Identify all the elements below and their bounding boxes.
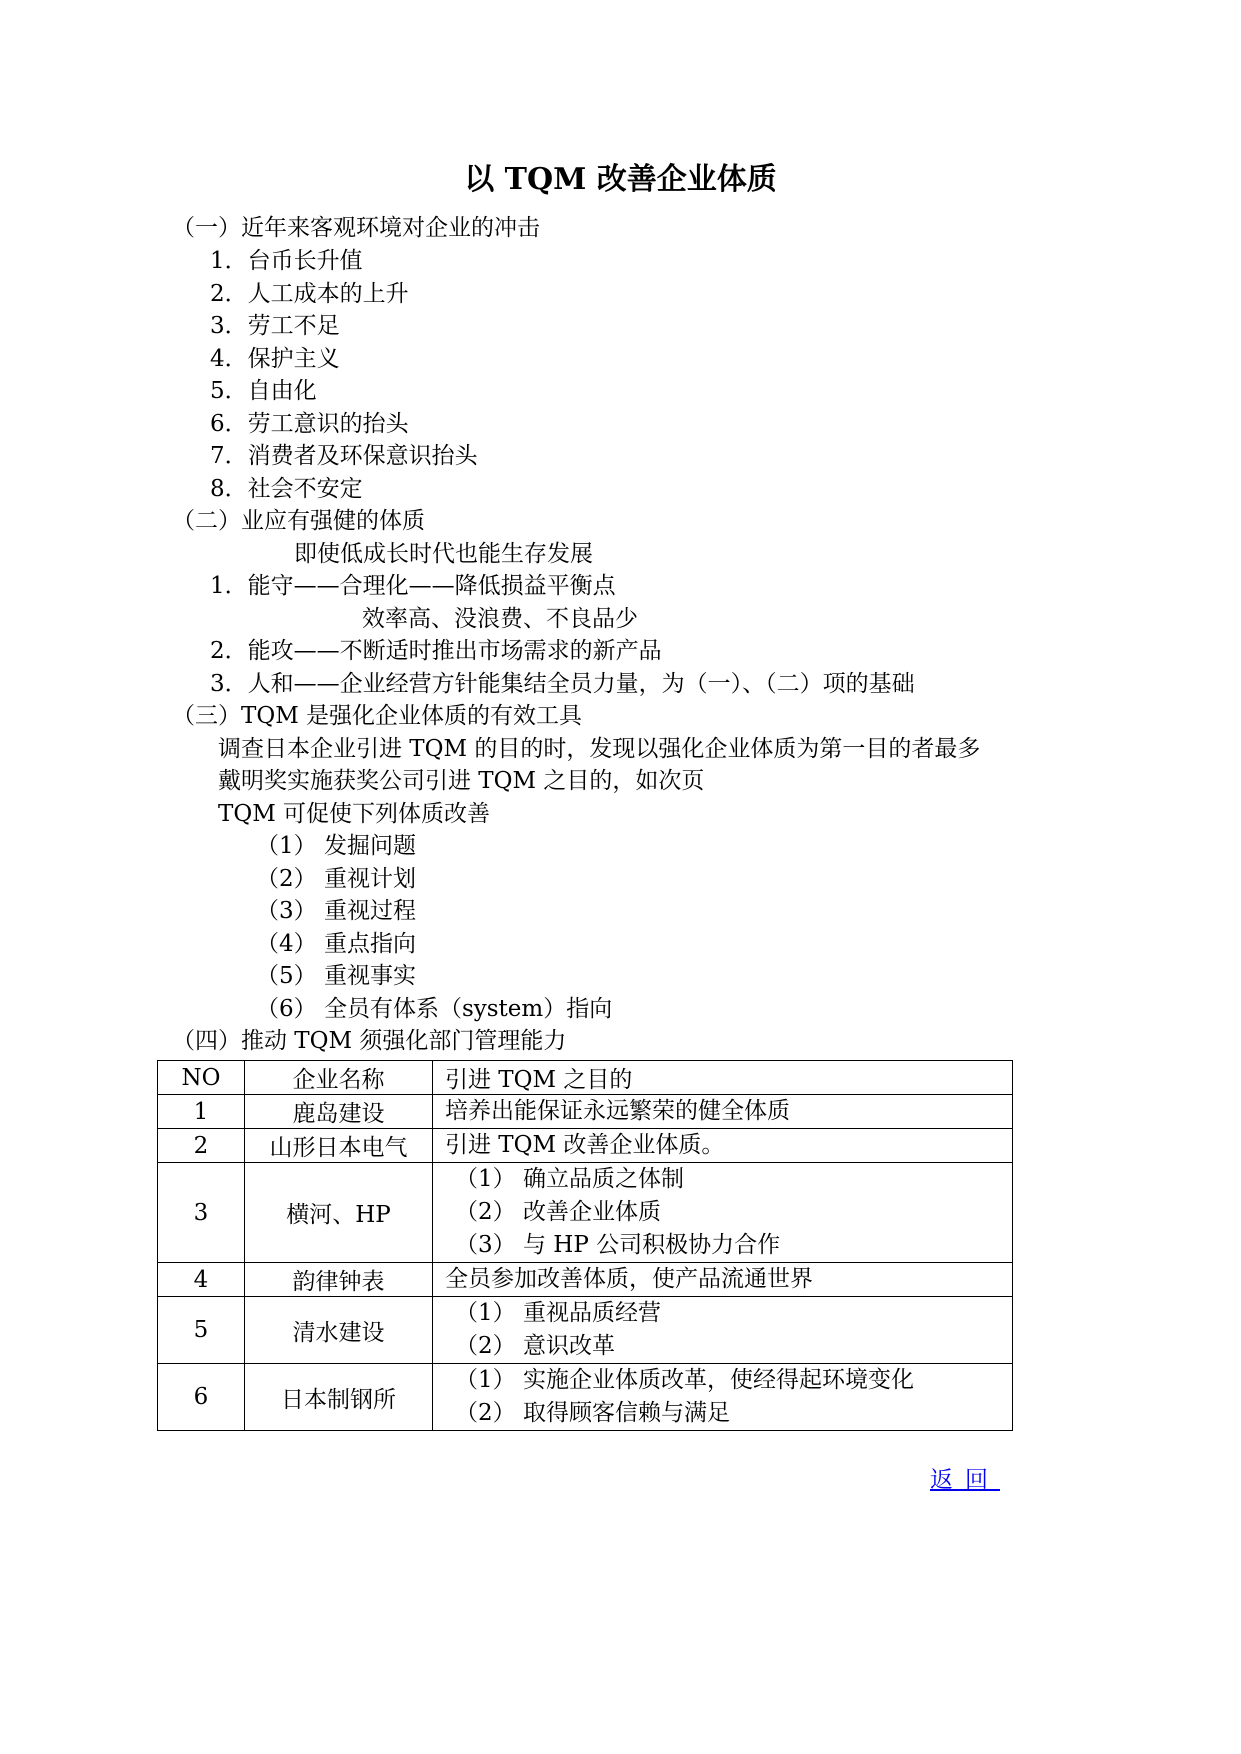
cell-company: 韵律钟表 (245, 1263, 433, 1297)
table-row (158, 1364, 1013, 1431)
purpose-line: 培养出能保证永远繁荣的健全体质 (445, 1098, 790, 1124)
purpose-line: （1） 重视品质经营 (455, 1300, 661, 1326)
list-item: 7．消费者及环保意识抬头 (210, 443, 478, 469)
cell-purpose (433, 1129, 1013, 1163)
table-row (158, 1263, 1013, 1297)
page-title: 以 TQM 改善企业体质 (464, 162, 777, 197)
purpose-line: （2） 改善企业体质 (455, 1199, 661, 1225)
list-item: （5） 重视事实 (256, 963, 416, 989)
list-item: （4） 重点指向 (256, 931, 416, 957)
cell-purpose (433, 1364, 1013, 1431)
purpose-line: （2） 意识改革 (455, 1333, 615, 1359)
back-link[interactable]: 返回 (930, 1467, 1000, 1493)
purpose-line: （3） 与 HP 公司积极协力合作 (455, 1232, 781, 1258)
cell-purpose (433, 1263, 1013, 1297)
paragraph: TQM 可促使下列体质改善 (218, 801, 491, 827)
cell-no: 1 (158, 1095, 245, 1129)
list-item: 2．能攻——不断适时推出市场需求的新产品 (210, 638, 662, 664)
cell-company: 横河、HP (245, 1163, 433, 1263)
list-item: （6） 全员有体系（system）指向 (256, 996, 613, 1022)
paragraph: 戴明奖实施获奖公司引进 TQM 之目的，如次页 (218, 768, 705, 794)
purpose-line: （1） 确立品质之体制 (455, 1166, 684, 1192)
cell-company: 日本制钢所 (245, 1364, 433, 1431)
paragraph: 调查日本企业引进 TQM 的目的时，发现以强化企业体质为第一目的者最多 (218, 736, 981, 762)
purpose-line: 全员参加改善体质，使产品流通世界 (445, 1266, 813, 1292)
list-item: 1．能守——合理化——降低损益平衡点 (210, 573, 616, 599)
tqm-purpose-table (157, 1060, 1013, 1431)
section-1-heading: （一）近年来客观环境对企业的冲击 (172, 215, 540, 241)
section-4-heading: （四）推动 TQM 须强化部门管理能力 (172, 1028, 567, 1054)
cell-purpose (433, 1163, 1013, 1263)
cell-purpose (433, 1297, 1013, 1364)
cell-company: 山形日本电气 (245, 1129, 433, 1163)
list-item: 3．劳工不足 (210, 313, 340, 339)
purpose-line: 引进 TQM 改善企业体质。 (445, 1132, 725, 1158)
list-item: 4．保护主义 (210, 346, 340, 372)
list-item-note: 效率高、没浪费、不良品少 (362, 606, 638, 632)
table-row (158, 1129, 1013, 1163)
table-row (158, 1095, 1013, 1129)
list-item: （2） 重视计划 (256, 866, 416, 892)
cell-company: 清水建设 (245, 1297, 433, 1364)
list-item: 5．自由化 (210, 378, 317, 404)
table-header-row (158, 1061, 1013, 1095)
purpose-line: （2） 取得顾客信赖与满足 (455, 1400, 730, 1426)
header-company: 企业名称 (245, 1061, 433, 1095)
cell-no: 4 (158, 1263, 245, 1297)
purpose-line: （1） 实施企业体质改革，使经得起环境变化 (455, 1367, 914, 1393)
cell-company: 鹿岛建设 (245, 1095, 433, 1129)
list-item: （3） 重视过程 (256, 898, 416, 924)
list-item: 8．社会不安定 (210, 476, 363, 502)
list-item: 6．劳工意识的抬头 (210, 411, 409, 437)
table-row (158, 1297, 1013, 1364)
list-item: （1） 发掘问题 (256, 833, 416, 859)
cell-no: 2 (158, 1129, 245, 1163)
cell-purpose (433, 1095, 1013, 1129)
section-3-heading: （三）TQM 是强化企业体质的有效工具 (172, 703, 583, 729)
section-2-subtitle: 即使低成长时代也能生存发展 (294, 541, 593, 567)
list-item: 1．台币长升值 (210, 248, 363, 274)
section-2-heading: （二）业应有强健的体质 (172, 508, 425, 534)
list-item: 2．人工成本的上升 (210, 281, 409, 307)
table-row (158, 1163, 1013, 1263)
cell-no: 6 (158, 1364, 245, 1431)
header-no: NO (158, 1061, 245, 1095)
cell-no: 3 (158, 1163, 245, 1263)
header-purpose: 引进 TQM 之目的 (433, 1061, 1013, 1095)
cell-no: 5 (158, 1297, 245, 1364)
list-item: 3．人和——企业经营方针能集结全员力量，为（一）、（二）项的基础 (210, 671, 915, 697)
